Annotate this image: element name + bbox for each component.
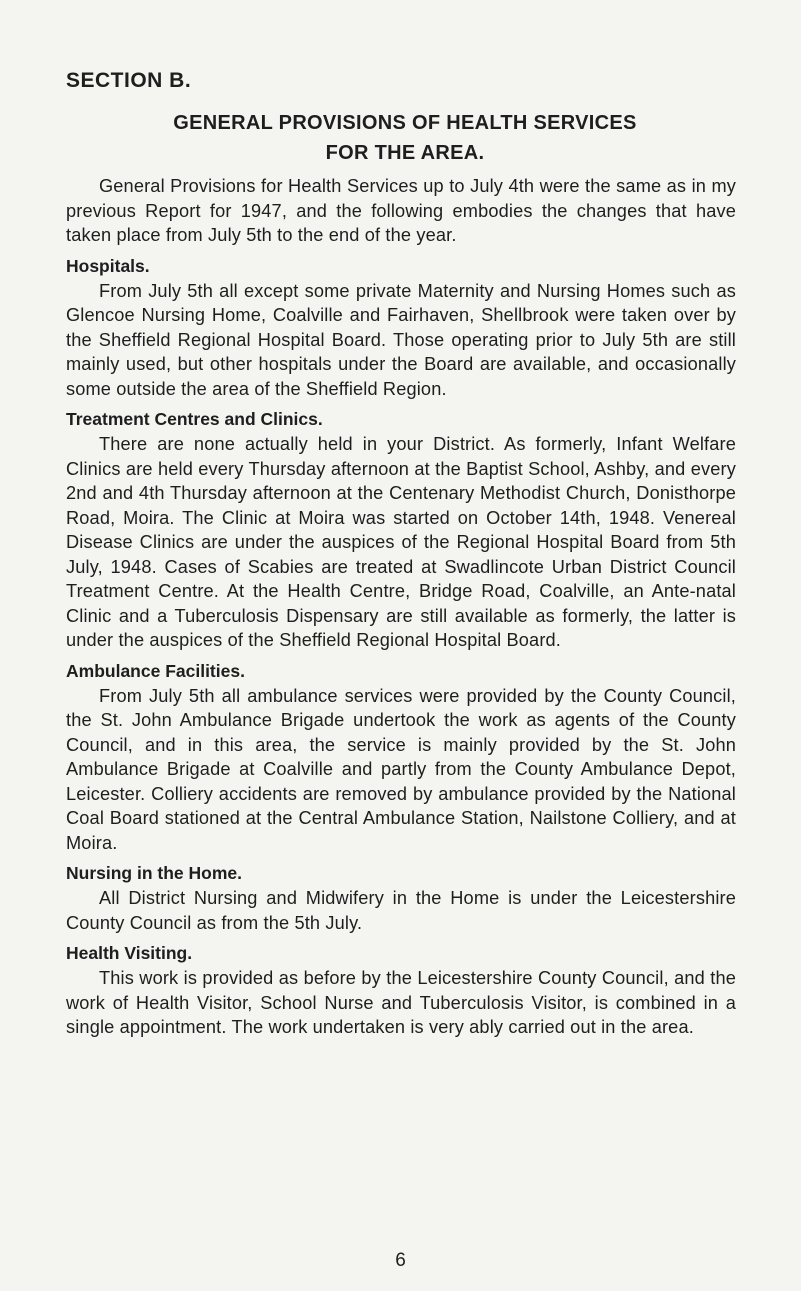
section-paragraph: This work is provided as before by the Leicestershire County Council, and the work of Health Visitor, School Nurse and Tuberculosis Visitor, is combined in a single appointment. The work undertaken is very ably carried out in the area. — [66, 968, 736, 1037]
section-treatment-centres — [66, 407, 736, 653]
intro-paragraph: General Provisions for Health Services up to July 4th were the same as in my previous Report for 1947, and the following embodies the changes that have taken place from July 5th to the end of the year. — [66, 176, 736, 245]
section-paragraph: From July 5th all ambulance services were provided by the County Council, the St. John Ambulance Brigade undertook the work as agents of the County Council, and in this area, the service is mainly provided by the St. John Ambulance Brigade at Coalville and partly from the County Ambulance Depot, Leicester. Colliery accidents are removed by ambulance provided by the National Coal Board stationed at the Central Ambulance Station, Nailstone Colliery, and at Moira. — [66, 685, 736, 853]
section-hospitals — [66, 254, 736, 402]
page-title-line-1: GENERAL PROVISIONS OF HEALTH SERVICES — [173, 112, 637, 134]
section-health-visiting — [66, 941, 736, 1040]
section-heading: Ambulance Facilities. — [66, 660, 245, 681]
section-paragraph: All District Nursing and Midwifery in the Home is under the Leicestershire County Council as from the 5th July. — [66, 888, 736, 933]
section-label: SECTION B. — [66, 69, 192, 92]
section-paragraph: There are none actually held in your District. As formerly, Infant Welfare Clinics are held every Thursday afternoon at the Baptist School, Ashby, and every 2nd and 4th Thursday afternoon at the Centenary Methodist Church, Donisthorpe Road, Moira. The Clinic at Moira was started on October 14th, 1948. Venereal Disease Clinics are under the auspices of the Regional Hospital Board from 5th July, 1948. Cases of Scabies are treated at Swadlincote Urban District Council Treatment Centre. At the Health Centre, Bridge Road, Coalville, an Ante-natal Clinic and a Tuberculosis Dispensary are still available as formerly, the latter is under the auspices of the Sheffield Regional Hospital Board. — [66, 434, 736, 650]
document-page — [66, 68, 736, 1040]
page-number: 6 — [395, 1250, 406, 1271]
page-title-line-2: FOR THE AREA. — [325, 142, 485, 164]
section-ambulance — [66, 659, 736, 856]
section-nursing — [66, 861, 736, 935]
section-paragraph: From July 5th all except some private Maternity and Nursing Homes such as Glencoe Nursing Home, Coalville and Fairhaven, Shellbrook were taken over by the Sheffield Regional Hospital Board. Those operating prior to July 5th are still mainly used, but other hospitals under the Board are available, and occasionally some outside the area of the Sheffield Region. — [66, 280, 736, 399]
section-heading: Hospitals. — [66, 255, 150, 276]
section-heading: Health Visiting. — [66, 943, 193, 963]
page-title — [66, 108, 736, 168]
section-heading: Nursing in the Home. — [66, 863, 242, 883]
section-heading: Treatment Centres and Clinics. — [66, 409, 323, 429]
